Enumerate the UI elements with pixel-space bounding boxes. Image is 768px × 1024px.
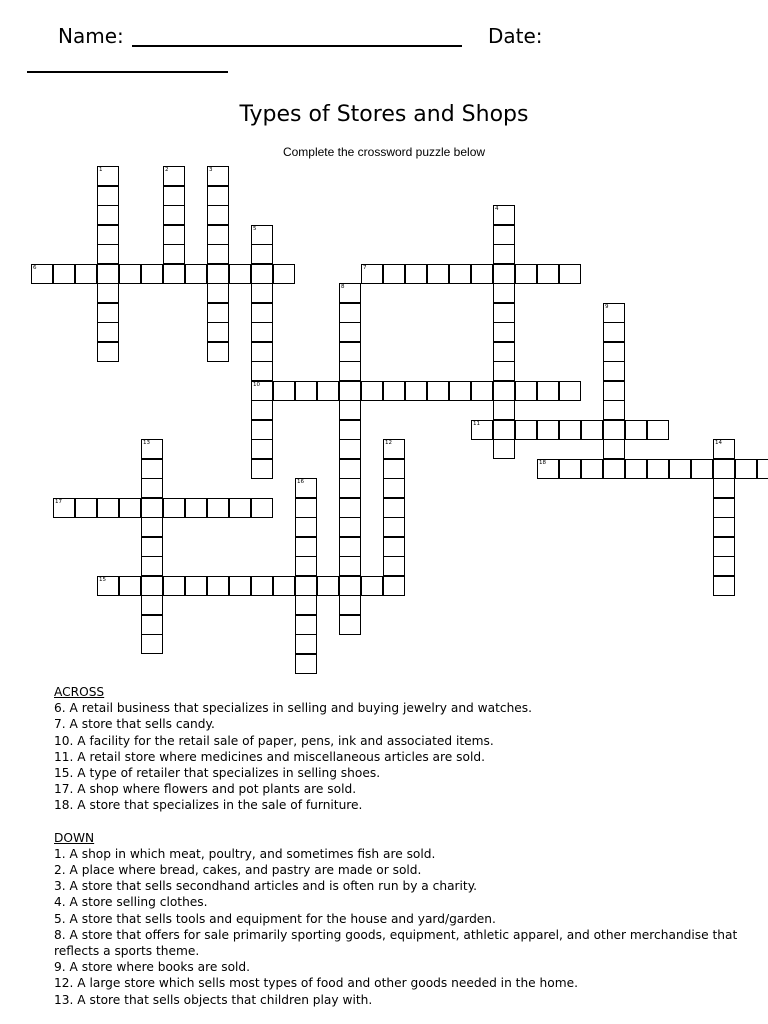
crossword-cell[interactable]	[581, 459, 603, 479]
crossword-cell[interactable]	[515, 381, 537, 401]
crossword-cell[interactable]	[119, 264, 141, 284]
crossword-cell[interactable]	[713, 556, 735, 576]
crossword-cell[interactable]	[207, 225, 229, 245]
crossword-cell[interactable]	[713, 439, 735, 459]
crossword-cell[interactable]	[383, 537, 405, 557]
crossword-cell[interactable]	[383, 381, 405, 401]
crossword-cell[interactable]	[647, 420, 669, 440]
crossword-cell[interactable]	[53, 264, 75, 284]
crossword-cell[interactable]	[757, 459, 768, 479]
crossword-cell[interactable]	[207, 498, 229, 518]
crossword-cell[interactable]	[229, 264, 251, 284]
crossword-cell[interactable]	[339, 322, 361, 342]
crossword-cell[interactable]	[603, 361, 625, 381]
crossword-cell[interactable]	[251, 283, 273, 303]
clue-number: 3	[209, 167, 213, 173]
crossword-cell[interactable]	[251, 322, 273, 342]
crossword-cell[interactable]	[141, 537, 163, 557]
crossword-cell[interactable]	[97, 283, 119, 303]
crossword-cell[interactable]	[119, 498, 141, 518]
crossword-cell[interactable]	[493, 303, 515, 323]
clue-number: 17	[55, 498, 62, 505]
crossword-cell[interactable]	[163, 498, 185, 518]
crossword-cell[interactable]	[493, 439, 515, 459]
crossword-cell[interactable]	[53, 498, 75, 518]
crossword-cell[interactable]	[207, 303, 229, 323]
crossword-cell[interactable]	[339, 517, 361, 537]
crossword-cell[interactable]	[603, 439, 625, 459]
crossword-cell[interactable]	[163, 225, 185, 245]
clue-number: 4	[495, 206, 499, 212]
crossword-cell[interactable]	[537, 264, 559, 284]
across-heading: ACROSS	[54, 685, 105, 699]
crossword-cell[interactable]	[273, 576, 295, 596]
crossword-cell[interactable]	[207, 576, 229, 596]
clue-number: 1	[99, 167, 103, 173]
crossword-cell[interactable]	[669, 459, 691, 479]
crossword-cell[interactable]	[295, 517, 317, 537]
crossword-cell[interactable]	[75, 498, 97, 518]
crossword-cell[interactable]	[339, 400, 361, 420]
across-clue: 18. A store that specializes in the sale of furniture.	[54, 798, 363, 813]
crossword-cell[interactable]	[339, 615, 361, 635]
clue-number: 14	[715, 440, 722, 446]
crossword-cell[interactable]	[141, 517, 163, 537]
crossword-cell[interactable]	[97, 322, 119, 342]
crossword-cell[interactable]	[383, 264, 405, 284]
crossword-cell[interactable]	[251, 498, 273, 518]
crossword-cell[interactable]	[295, 615, 317, 635]
across-clue-list	[54, 700, 744, 813]
crossword-cell[interactable]	[97, 244, 119, 264]
crossword-cell[interactable]	[383, 439, 405, 459]
crossword-cell[interactable]	[647, 459, 669, 479]
crossword-cell[interactable]	[339, 361, 361, 381]
down-clue: 12. A large store which sells most types of food and other goods needed in the home.	[54, 976, 578, 991]
clue-number: 8	[341, 284, 345, 290]
crossword-cell[interactable]	[713, 576, 735, 596]
down-heading: DOWN	[54, 830, 95, 845]
crossword-cell[interactable]	[317, 576, 339, 596]
crossword-cell[interactable]	[713, 459, 735, 479]
crossword-cell[interactable]	[339, 420, 361, 440]
across-clue: 10. A facility for the retail sale of paper, pens, ink and associated items.	[54, 733, 494, 748]
crossword-cell[interactable]	[713, 517, 735, 537]
clue-section	[54, 684, 744, 1008]
crossword-cell[interactable]	[97, 498, 119, 518]
crossword-cell[interactable]	[163, 576, 185, 596]
down-clue: 8. A store that offers for sale primarily sporting goods, equipment, athletic apparel, and other merchandise that reflects a sports theme.	[54, 927, 738, 959]
crossword-cell[interactable]	[537, 459, 559, 479]
page-subtitle: Complete the crossword puzzle below	[282, 145, 486, 159]
crossword-cell[interactable]	[207, 205, 229, 225]
across-clue: 11. A retail store where medicines and miscellaneous articles are sold.	[54, 749, 485, 764]
crossword-cell[interactable]	[603, 459, 625, 479]
crossword-cell[interactable]	[97, 342, 119, 362]
crossword-cell[interactable]	[515, 264, 537, 284]
crossword-cell[interactable]	[559, 381, 581, 401]
crossword-cell[interactable]	[339, 459, 361, 479]
crossword-cell[interactable]	[141, 556, 163, 576]
crossword-cell[interactable]	[229, 498, 251, 518]
clue-number: 5	[253, 225, 257, 232]
crossword-cell[interactable]	[493, 361, 515, 381]
crossword-cell[interactable]	[383, 576, 405, 596]
crossword-cell[interactable]	[603, 303, 625, 323]
crossword-cell[interactable]	[339, 576, 361, 596]
crossword-cell[interactable]	[405, 264, 427, 284]
crossword-cell[interactable]	[383, 556, 405, 576]
crossword-cell[interactable]	[97, 225, 119, 245]
crossword-cell[interactable]	[251, 439, 273, 459]
clue-number: 2	[165, 167, 169, 173]
crossword-cell[interactable]	[383, 459, 405, 479]
crossword-cell[interactable]	[581, 420, 603, 440]
crossword-cell[interactable]	[97, 186, 119, 206]
clue-number: 12	[385, 440, 392, 446]
crossword-cell[interactable]	[273, 264, 295, 284]
down-clue: 2. A place where bread, cakes, and pastry are made or sold.	[54, 863, 422, 878]
crossword-cell[interactable]	[471, 420, 493, 440]
crossword-cell[interactable]	[97, 166, 119, 186]
crossword-cell[interactable]	[449, 381, 471, 401]
crossword-cell[interactable]	[141, 498, 163, 518]
crossword-cell[interactable]	[471, 381, 493, 401]
crossword-cell[interactable]	[405, 381, 427, 401]
crossword-cell[interactable]	[339, 595, 361, 615]
crossword-cell[interactable]	[339, 478, 361, 498]
crossword-cell[interactable]	[141, 595, 163, 615]
crossword-cell[interactable]	[141, 615, 163, 635]
crossword-cell[interactable]	[163, 166, 185, 186]
crossword-cell[interactable]	[119, 576, 141, 596]
crossword-cell[interactable]	[97, 205, 119, 225]
crossword-cell[interactable]	[251, 381, 273, 401]
clue-number: 9	[605, 303, 609, 310]
across-clue: 6. A retail business that specializes in selling and buying jewelry and watches.	[54, 701, 533, 716]
crossword-cell[interactable]	[31, 264, 53, 284]
down-clue: 4. A store selling clothes.	[54, 895, 208, 910]
crossword-cell[interactable]	[251, 264, 273, 284]
across-clue: 17. A shop where flowers and pot plants are sold.	[54, 782, 357, 797]
crossword-cell[interactable]	[603, 381, 625, 401]
clue-number: 13	[143, 440, 150, 446]
crossword-cell[interactable]	[493, 400, 515, 420]
crossword-cell[interactable]	[427, 264, 449, 284]
crossword-cell[interactable]	[295, 537, 317, 557]
clue-number: 11	[473, 420, 480, 427]
crossword-cell[interactable]	[493, 264, 515, 284]
crossword-cell[interactable]	[339, 537, 361, 557]
across-clue: 15. A type of retailer that specializes in selling shoes.	[54, 766, 381, 781]
crossword-cell[interactable]	[471, 264, 493, 284]
crossword-cell[interactable]	[493, 420, 515, 440]
crossword-cell[interactable]	[163, 244, 185, 264]
crossword-cell[interactable]	[251, 459, 273, 479]
crossword-cell[interactable]	[207, 186, 229, 206]
crossword-cell[interactable]	[361, 264, 383, 284]
crossword-cell[interactable]	[273, 381, 295, 401]
crossword-cell[interactable]	[339, 556, 361, 576]
crossword-cell[interactable]	[141, 478, 163, 498]
down-clue-list	[54, 846, 744, 1008]
crossword-cell[interactable]	[339, 303, 361, 323]
crossword-cell[interactable]	[295, 576, 317, 596]
crossword-cell[interactable]	[493, 244, 515, 264]
crossword-cell[interactable]	[251, 244, 273, 264]
clue-number: 16	[297, 479, 304, 485]
crossword-cell[interactable]	[493, 381, 515, 401]
crossword-cell[interactable]	[493, 225, 515, 245]
crossword-cell[interactable]	[559, 459, 581, 479]
down-clue: 3. A store that sells secondhand articles and is often run by a charity.	[54, 879, 478, 894]
crossword-cell[interactable]	[383, 498, 405, 518]
crossword-cell[interactable]	[141, 439, 163, 459]
crossword-cell[interactable]	[735, 459, 757, 479]
crossword-cell[interactable]	[75, 264, 97, 284]
clue-number: 18	[539, 459, 546, 466]
crossword-cell[interactable]	[251, 420, 273, 440]
crossword-cell[interactable]	[207, 166, 229, 186]
crossword-cell[interactable]	[317, 381, 339, 401]
crossword-cell[interactable]	[251, 361, 273, 381]
crossword-cell[interactable]	[295, 556, 317, 576]
crossword-cell[interactable]	[361, 381, 383, 401]
crossword-cell[interactable]	[207, 322, 229, 342]
down-clue: 9. A store where books are sold.	[54, 960, 251, 975]
crossword-cell[interactable]	[713, 498, 735, 518]
crossword-cell[interactable]	[361, 576, 383, 596]
crossword-cell[interactable]	[537, 381, 559, 401]
crossword-cell[interactable]	[713, 478, 735, 498]
crossword-cell[interactable]	[713, 537, 735, 557]
crossword-cell[interactable]	[141, 576, 163, 596]
crossword-cell[interactable]	[97, 576, 119, 596]
crossword-cell[interactable]	[229, 576, 251, 596]
crossword-cell[interactable]	[251, 342, 273, 362]
crossword-cell[interactable]	[97, 303, 119, 323]
crossword-cell[interactable]	[251, 303, 273, 323]
crossword-cell[interactable]	[295, 498, 317, 518]
crossword-cell[interactable]	[207, 283, 229, 303]
down-clue: 5. A store that sells tools and equipment for the house and yard/garden.	[54, 911, 496, 926]
crossword-cell[interactable]	[603, 322, 625, 342]
crossword-cell[interactable]	[339, 439, 361, 459]
crossword-cell[interactable]	[493, 322, 515, 342]
crossword-cell[interactable]	[163, 186, 185, 206]
crossword-cell[interactable]	[295, 634, 317, 654]
crossword-cell[interactable]	[251, 225, 273, 245]
crossword-cell[interactable]	[295, 478, 317, 498]
crossword-cell[interactable]	[185, 498, 207, 518]
crossword-cell[interactable]	[339, 381, 361, 401]
crossword-cell[interactable]	[207, 264, 229, 284]
crossword-cell[interactable]	[493, 342, 515, 362]
crossword-cell[interactable]	[207, 244, 229, 264]
crossword-cell[interactable]	[603, 400, 625, 420]
clue-number: 15	[99, 576, 106, 583]
clue-number: 10	[253, 381, 260, 388]
crossword-cell[interactable]	[185, 264, 207, 284]
crossword-cell[interactable]	[141, 459, 163, 479]
crossword-cell[interactable]	[339, 283, 361, 303]
crossword-cell[interactable]	[383, 517, 405, 537]
crossword-cell[interactable]	[163, 205, 185, 225]
crossword-cell[interactable]	[427, 381, 449, 401]
down-clue: 13. A store that sells objects that children play with.	[54, 992, 373, 1007]
crossword-cell[interactable]	[515, 420, 537, 440]
crossword-cell[interactable]	[625, 420, 647, 440]
crossword-cell[interactable]	[603, 342, 625, 362]
crossword-cell[interactable]	[691, 459, 713, 479]
crossword-cell[interactable]	[295, 654, 317, 674]
crossword-cell[interactable]	[295, 595, 317, 615]
crossword-cell[interactable]	[449, 264, 471, 284]
crossword-cell[interactable]	[163, 264, 185, 284]
crossword-cell[interactable]	[339, 498, 361, 518]
crossword-cell[interactable]	[493, 283, 515, 303]
across-clue: 7. A store that sells candy.	[54, 717, 215, 732]
crossword-cell[interactable]	[537, 420, 559, 440]
crossword-cell[interactable]	[185, 576, 207, 596]
crossword-cell[interactable]	[603, 420, 625, 440]
date-label: Date:	[488, 24, 543, 48]
clue-number: 7	[363, 264, 367, 271]
crossword-cell[interactable]	[207, 342, 229, 362]
crossword-cell[interactable]	[251, 400, 273, 420]
crossword-cell[interactable]	[295, 381, 317, 401]
crossword-cell[interactable]	[493, 205, 515, 225]
crossword-cell[interactable]	[141, 264, 163, 284]
crossword-cell[interactable]	[339, 342, 361, 362]
crossword-cell[interactable]	[251, 576, 273, 596]
crossword-cell[interactable]	[559, 420, 581, 440]
page-title: Types of Stores and Shops	[239, 102, 529, 127]
crossword-cell[interactable]	[97, 264, 119, 284]
crossword-cell[interactable]	[383, 478, 405, 498]
name-label: Name:	[58, 24, 124, 48]
clue-number: 6	[33, 264, 37, 271]
crossword-cell[interactable]	[625, 459, 647, 479]
crossword-cell[interactable]	[559, 264, 581, 284]
down-clue: 1. A shop in which meat, poultry, and sometimes fish are sold.	[54, 846, 436, 861]
crossword-cell[interactable]	[141, 634, 163, 654]
